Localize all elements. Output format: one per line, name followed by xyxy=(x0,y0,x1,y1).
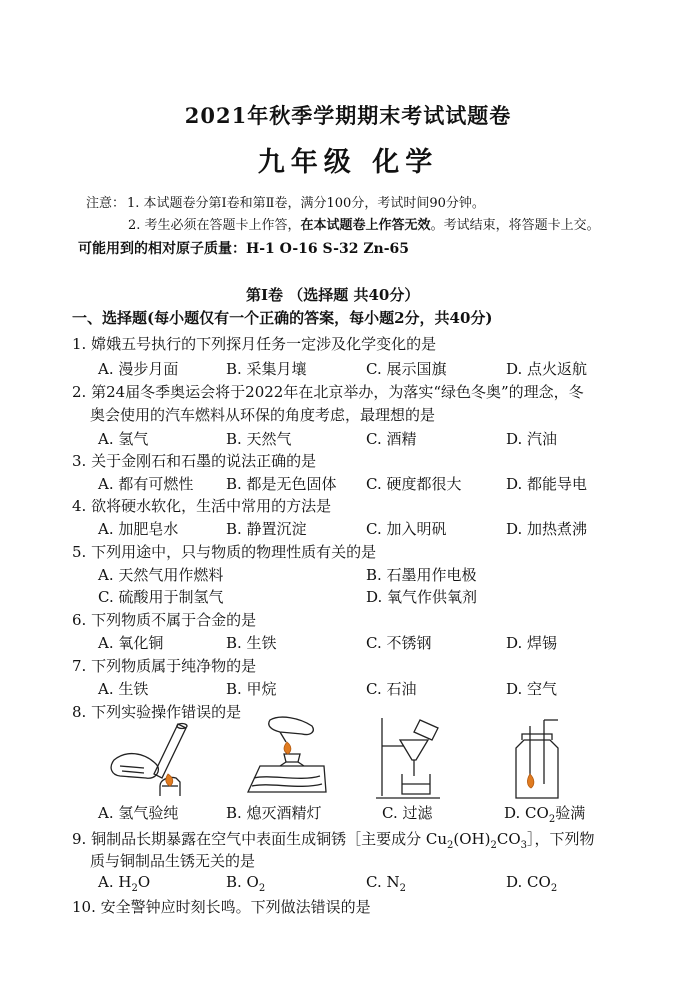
q2-option-d: D. 汽油 xyxy=(506,430,558,448)
q8-option-b: B. 熄灭酒精灯 xyxy=(226,804,322,822)
q1-option-c: C. 展示国旗 xyxy=(366,360,447,378)
q8-option-d-pre: D. CO xyxy=(504,804,549,822)
q7-option-b: B. 甲烷 xyxy=(226,680,277,698)
q5-option-d: D. 氧气作供氧剂 xyxy=(366,588,478,606)
q9-sub-1: 2 xyxy=(447,840,454,851)
q5-stem: 5. 下列用途中，只与物质的物理性质有关的是 xyxy=(72,543,377,561)
q9-option-c-sub: 2 xyxy=(399,883,406,894)
hydrogen-test-figure xyxy=(104,720,204,798)
q9-option-d-sub: 2 xyxy=(550,883,558,894)
q2-stem-line1: 2. 第24届冬季奥运会将于2022年在北京举办，为落实“绿色冬奥”的理念，冬 xyxy=(72,383,584,401)
q6-stem: 6. 下列物质不属于合金的是 xyxy=(72,611,257,629)
note-2 xyxy=(128,214,600,233)
q4-option-b: B. 静置沉淀 xyxy=(226,520,307,538)
q4-option-c: C. 加入明矾 xyxy=(366,520,447,538)
q7-option-c: C. 石油 xyxy=(366,680,417,698)
q3-option-c: C. 硬度都很大 xyxy=(366,475,462,493)
q9-stem-post: ］，下列物 xyxy=(527,830,595,848)
q7-stem: 7. 下列物质属于纯净物的是 xyxy=(72,657,257,675)
q7-option-d: D. 空气 xyxy=(506,680,558,698)
q5-option-c: C. 硫酸用于制氢气 xyxy=(98,588,224,606)
q8-option-d-post: 验满 xyxy=(555,804,586,822)
q2-option-b: B. 天然气 xyxy=(226,430,292,448)
q4-option-d: D. 加热煮沸 xyxy=(506,520,588,538)
q8-option-d-sub: 2 xyxy=(548,814,556,825)
q10-stem: 10. 安全警钟应时刻长鸣。下列做法错误的是 xyxy=(72,898,371,916)
q4-stem: 4. 欲将硬水软化，生活中常用的方法是 xyxy=(72,497,332,515)
q9-option-c-pre: C. N xyxy=(366,873,400,891)
part-heading: 一、选择题(每小题仅有一个正确的答案，每小题2分，共40分) xyxy=(72,309,493,327)
q6-option-c: C. 不锈钢 xyxy=(366,634,432,652)
q9-option-a-sub: 2 xyxy=(131,883,138,894)
q2-option-c: C. 酒精 xyxy=(366,430,417,448)
atomic-masses: 可能用到的相对原子质量：H-1 O-16 S-32 Zn-65 xyxy=(78,241,410,257)
volume-heading: 第Ⅰ卷 （选择题 共40分） xyxy=(246,286,420,304)
note-1: 1. 本试题卷分第Ⅰ卷和第Ⅱ卷，满分100分，考试时间90分钟。 xyxy=(127,196,485,211)
note-prefix: 注意： xyxy=(86,196,126,211)
note-2-c: 。考试结束，将答题卡上交。 xyxy=(430,218,600,233)
q9-stem-line2: 质与铜制品生锈无关的是 xyxy=(90,852,256,870)
q2-option-a: A. 氢气 xyxy=(98,430,149,448)
q3-stem: 3. 关于金刚石和石墨的说法正确的是 xyxy=(72,452,317,470)
q7-option-a: A. 生铁 xyxy=(98,680,149,698)
q9-sub-2: 2 xyxy=(490,840,497,851)
q9-stem-pre: 9. 铜制品长期暴露在空气中表面生成铜锈［主要成分 Cu xyxy=(72,830,447,848)
q8-stem: 8. 下列实验操作错误的是 xyxy=(72,703,242,721)
q5-option-b: B. 石墨用作电极 xyxy=(366,566,477,584)
q9-option-b xyxy=(226,873,265,894)
q3-option-a: A. 都有可燃性 xyxy=(98,475,194,493)
q1-option-b: B. 采集月壤 xyxy=(226,360,307,378)
q1-option-d: D. 点火返航 xyxy=(506,360,588,378)
q6-option-d: D. 焊锡 xyxy=(506,634,558,652)
q9-sub-3: 3 xyxy=(520,840,527,851)
q8-option-a: A. 氢气验纯 xyxy=(98,804,179,822)
q6-option-b: B. 生铁 xyxy=(226,634,277,652)
q2-stem-line2: 奥会使用的汽车燃料从环保的角度考虑，最理想的是 xyxy=(90,406,436,424)
q6-option-a: A. 氧化铜 xyxy=(98,634,164,652)
q9-option-a-pre: A. H xyxy=(98,873,132,891)
q9-option-b-sub: 2 xyxy=(258,883,266,894)
note-2-a: 2. 考生必须在答题卡上作答， xyxy=(128,218,301,233)
subject-title: 九年级 化学 xyxy=(257,147,439,178)
q9-option-d-pre: D. CO xyxy=(506,873,551,891)
q9-option-c xyxy=(366,873,406,894)
q9-mid-2: CO xyxy=(496,830,521,848)
q9-mid-1: (OH) xyxy=(453,830,491,848)
q9-option-a-post: O xyxy=(137,873,151,891)
q4-option-a: A. 加肥皂水 xyxy=(98,520,179,538)
exam-title: 2021年秋季学期期末考试试题卷 xyxy=(184,103,512,128)
q9-option-b-pre: B. O xyxy=(226,873,259,891)
alcohol-lamp-figure xyxy=(240,716,330,798)
q1-option-a: A. 漫步月面 xyxy=(98,360,179,378)
q9-option-a xyxy=(98,873,150,894)
co2-test-figure xyxy=(506,718,568,800)
q8-option-c: C. 过滤 xyxy=(382,804,433,822)
note-2-b: 在本试题卷上作答无效 xyxy=(300,218,431,233)
q3-option-d: D. 都能导电 xyxy=(506,475,588,493)
q3-option-b: B. 都是无色固体 xyxy=(226,475,337,493)
q9-option-d xyxy=(506,873,557,894)
q9-stem-line1 xyxy=(72,828,595,851)
q8-option-d xyxy=(504,802,585,825)
q1-stem: 1. 嫦娥五号执行的下列探月任务一定涉及化学变化的是 xyxy=(72,335,437,353)
q5-option-a: A. 天然气用作燃料 xyxy=(98,566,224,584)
filtration-figure xyxy=(374,714,444,800)
